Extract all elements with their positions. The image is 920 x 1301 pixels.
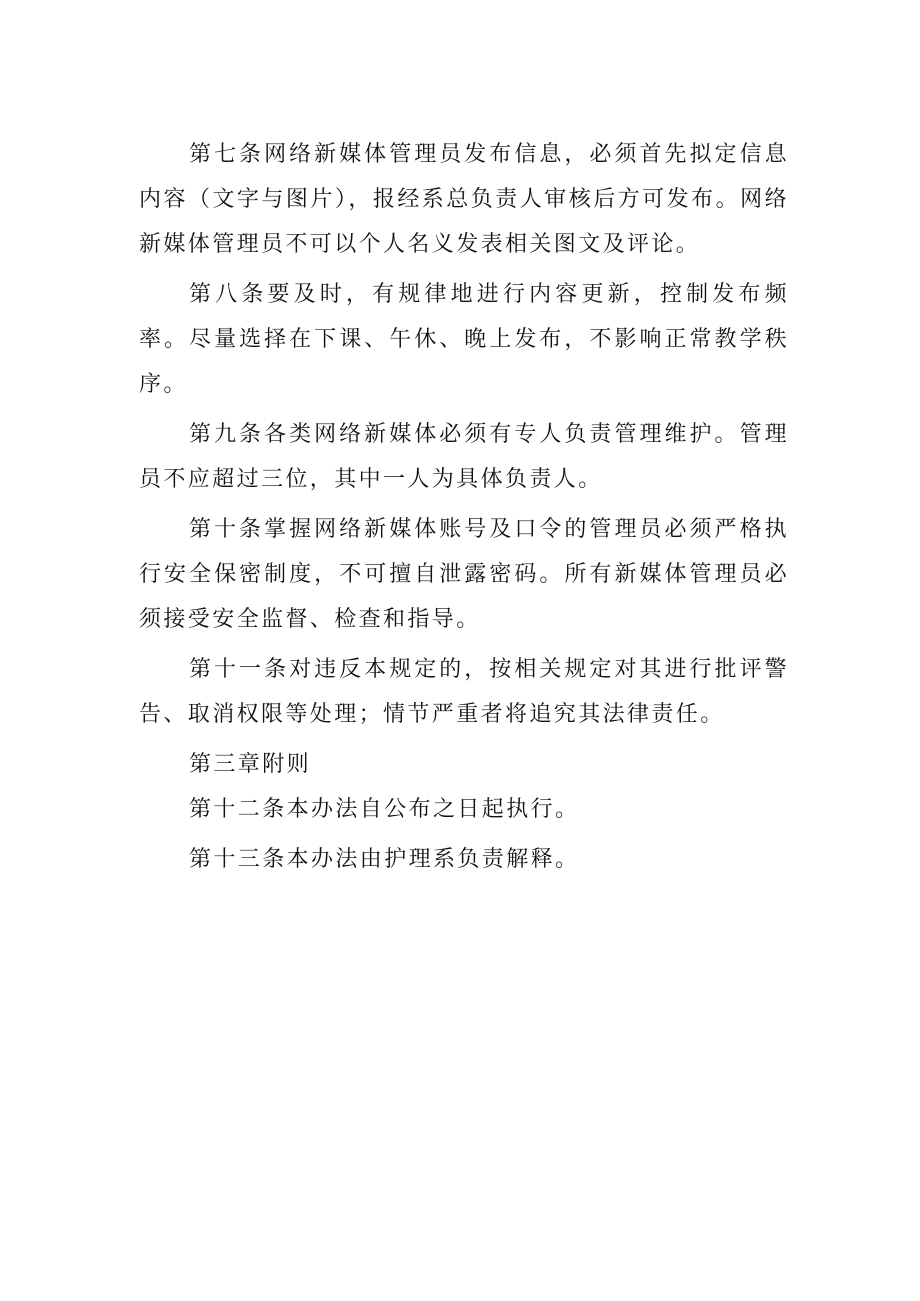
chapter-heading: 第三章附则 xyxy=(189,752,312,777)
article-11: 第十一条对违反本规定的，按相关规定对其进行批评警告、取消权限等处理；情节严重者将追究其法律责任。 xyxy=(139,657,789,727)
article-13: 第十三条本办法由护理系负责解释。 xyxy=(189,847,580,872)
article-7: 第七条网络新媒体管理员发布信息，必须首先拟定信息内容（文字与图片），报经系总负责人审核后方可发布。网络新媒体管理员不可以个人名义发表相关图文及评论。 xyxy=(139,142,789,257)
article-10: 第十条掌握网络新媒体账号及口令的管理员必须严格执行安全保密制度，不可擅自泄露密码。所有新媒体管理员必须接受安全监督、检查和指导。 xyxy=(139,517,789,632)
article-8: 第八条要及时，有规律地进行内容更新，控制发布频率。尽量选择在下课、午休、晚上发布，不影响正常教学秩序。 xyxy=(139,282,789,397)
article-9: 第九条各类网络新媒体必须有专人负责管理维护。管理员不应超过三位，其中一人为具体负责人。 xyxy=(139,422,789,492)
article-12: 第十二条本办法自公布之日起执行。 xyxy=(189,797,580,822)
document-body xyxy=(139,132,789,882)
